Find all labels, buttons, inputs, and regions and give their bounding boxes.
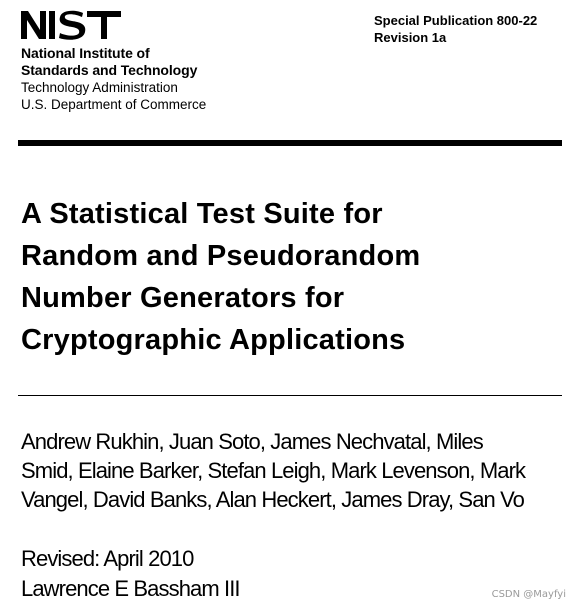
header-divider bbox=[18, 140, 562, 146]
revision-author: Lawrence E Bassham III bbox=[21, 576, 240, 601]
nist-logo-graphic bbox=[21, 9, 129, 41]
title-line: A Statistical Test Suite for bbox=[21, 198, 383, 230]
author-line: Smid, Elaine Barker, Stefan Leigh, Mark Levenson, Mark bbox=[21, 458, 526, 483]
organization-name-line2: Standards and Technology bbox=[21, 62, 198, 78]
document-title bbox=[21, 193, 541, 361]
watermark: CSDN @Mayfyi bbox=[491, 589, 566, 600]
title-line: Number Generators for bbox=[21, 282, 345, 314]
title-divider bbox=[18, 395, 562, 396]
revision-date: Revised: April 2010 bbox=[21, 546, 194, 571]
organization-admin: Technology Administration bbox=[21, 80, 178, 95]
publication-info bbox=[374, 12, 537, 46]
author-line: Andrew Rukhin, Juan Soto, James Nechvatal, Miles bbox=[21, 429, 483, 454]
nist-logo-icon bbox=[21, 9, 129, 41]
revision-block bbox=[21, 544, 240, 604]
title-line: Random and Pseudorandom bbox=[21, 240, 421, 272]
publication-revision: Revision 1a bbox=[374, 30, 447, 45]
author-line: Vangel, David Banks, Alan Heckert, James Dray, San Vo bbox=[21, 487, 524, 512]
author-list bbox=[21, 427, 561, 514]
organization-department: U.S. Department of Commerce bbox=[21, 97, 207, 112]
title-line: Cryptographic Applications bbox=[21, 324, 406, 356]
publication-series: Special Publication 800-22 bbox=[374, 13, 538, 28]
organization-block bbox=[21, 45, 206, 113]
organization-name-line1: National Institute of bbox=[21, 45, 150, 61]
